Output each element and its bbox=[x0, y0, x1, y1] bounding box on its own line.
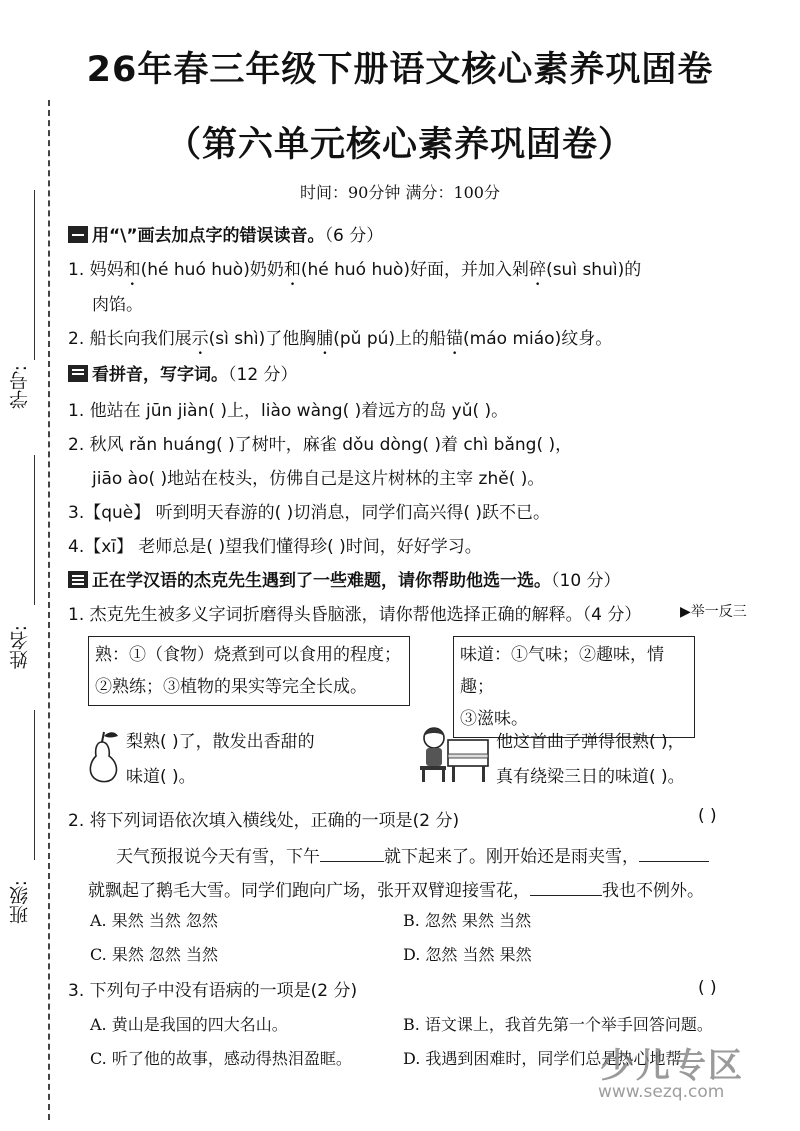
blank-1[interactable] bbox=[320, 861, 384, 862]
name-line bbox=[34, 455, 35, 605]
section-1-number-icon bbox=[68, 226, 88, 243]
s3-q2-option-c[interactable]: C. 果然 忽然 当然 bbox=[90, 945, 219, 964]
s1-q2: 2. 船长向我们展示(sì shì)了他胸脯(pǔ pú)上的船锚(máo miáo)纹身。 bbox=[68, 329, 613, 349]
s3-q3-option-b[interactable]: B. 语文课上，我首先第一个举手回答问题。 bbox=[403, 1015, 713, 1034]
s3-q3-option-d[interactable]: D. 我遇到困难时，同学们总是热心地帮 bbox=[403, 1049, 682, 1068]
s2-q2-line2: jiāo ào( )地站在枝头，仿佛自己是这片树林的主宰 zhě( )。 bbox=[92, 469, 545, 489]
s3-q3: 3. 下列句子中没有语病的一项是(2 分) bbox=[68, 981, 358, 1001]
s3-q1: 1. 杰克先生被多义字词折磨得头昏脑涨，请你帮他选择正确的解释。（4 分） bbox=[68, 605, 642, 625]
s1-q1-line1: 1. 妈妈和(hé huó huò)奶奶和(hé huó huò)好面，并加入剁碎(suì shuì)的 bbox=[68, 260, 642, 280]
s2-q4: 4.【xī】 老师总是( )望我们懂得珍( )时间，好好学习。 bbox=[68, 537, 482, 557]
pear-icon bbox=[84, 728, 122, 784]
class-label: 班级: bbox=[9, 880, 31, 925]
blank-2[interactable] bbox=[639, 861, 709, 862]
student-no-label: 学号: bbox=[9, 365, 31, 410]
section-3-heading: 正在学汉语的杰克先生遇到了一些难题，请你帮助他选一选。（10 分） bbox=[68, 566, 621, 591]
piano-player-icon bbox=[412, 724, 492, 784]
s3-q2-answer-paren: ( ) bbox=[698, 806, 717, 826]
student-no-line bbox=[34, 190, 35, 360]
s2-q1: 1. 他站在 jūn jiàn( )上，liào wàng( )着远方的岛 yǔ( )。 bbox=[68, 401, 509, 421]
piano-sentence-line1: 他这首曲子弹得很熟( )， bbox=[496, 732, 685, 752]
page-title: 26年春三年级下册语文核心素养巩固卷 bbox=[86, 50, 714, 90]
s3-q3-answer-paren: ( ) bbox=[698, 978, 717, 998]
s3-q2: 2. 将下列词语依次填入横线处，正确的一项是(2 分) bbox=[68, 811, 460, 831]
name-label: 姓名: bbox=[9, 625, 31, 670]
section-2-number-icon bbox=[68, 365, 88, 382]
pear-sentence-line2: 味道( )。 bbox=[126, 767, 196, 787]
blank-3[interactable] bbox=[530, 895, 602, 896]
definition-box-weidao: 味道：①气味；②趣味，情趣； ③滋味。 bbox=[453, 636, 695, 738]
s3-q3-option-a[interactable]: A. 黄山是我国的四大名山。 bbox=[90, 1015, 288, 1034]
section-1-heading: 用“\”画去加点字的错误读音。（6 分） bbox=[68, 221, 383, 246]
s1-q1-line2: 肉馅。 bbox=[92, 295, 143, 315]
s3-q2-option-d[interactable]: D. 忽然 当然 果然 bbox=[403, 945, 532, 964]
watermark-brand: 少儿专区 bbox=[600, 1046, 744, 1086]
s3-q3-option-c[interactable]: C. 听了他的故事，感动得热泪盈眶。 bbox=[90, 1049, 352, 1068]
s3-q2-text-line1: 天气预报说今天有雪，下午 就下起来了。刚开始还是雨夹雪， bbox=[116, 842, 709, 867]
section-2-heading: 看拼音，写字词。（12 分） bbox=[68, 360, 298, 385]
s3-q2-text-line2: 就飘起了鹅毛大雪。同学们跑向广场，张开双臂迎接雪花， 我也不例外。 bbox=[88, 881, 704, 901]
s3-q2-option-a[interactable]: A. 果然 当然 忽然 bbox=[90, 911, 218, 930]
s3-q1-tag: ▶举一反三 bbox=[680, 604, 747, 620]
definition-box-shu: 熟：①（食物）烧煮到可以食用的程度； ②熟练；③植物的果实等完全长成。 bbox=[88, 636, 410, 706]
exam-meta: 时间：90分钟 满分：100分 bbox=[300, 183, 500, 202]
s2-q2-line1: 2. 秋风 rǎn huáng( )了树叶，麻雀 dǒu dòng( )着 chì bǎng( )， bbox=[68, 435, 573, 455]
s2-q3: 3.【què】 听到明天春游的( )切消息，同学们高兴得( )跃不已。 bbox=[68, 503, 550, 523]
s3-q2-option-b[interactable]: B. 忽然 果然 当然 bbox=[403, 911, 532, 930]
pear-sentence-line1: 梨熟( )了，散发出香甜的 bbox=[126, 732, 315, 752]
binding-dashed-line bbox=[48, 100, 50, 1120]
watermark-url: www.sezq.com bbox=[598, 1082, 725, 1102]
section-3-number-icon bbox=[68, 571, 88, 588]
page-subtitle: （第六单元核心素养巩固卷） bbox=[165, 125, 634, 165]
class-line bbox=[34, 710, 35, 860]
piano-sentence-line2: 真有绕梁三日的味道( )。 bbox=[496, 767, 685, 787]
